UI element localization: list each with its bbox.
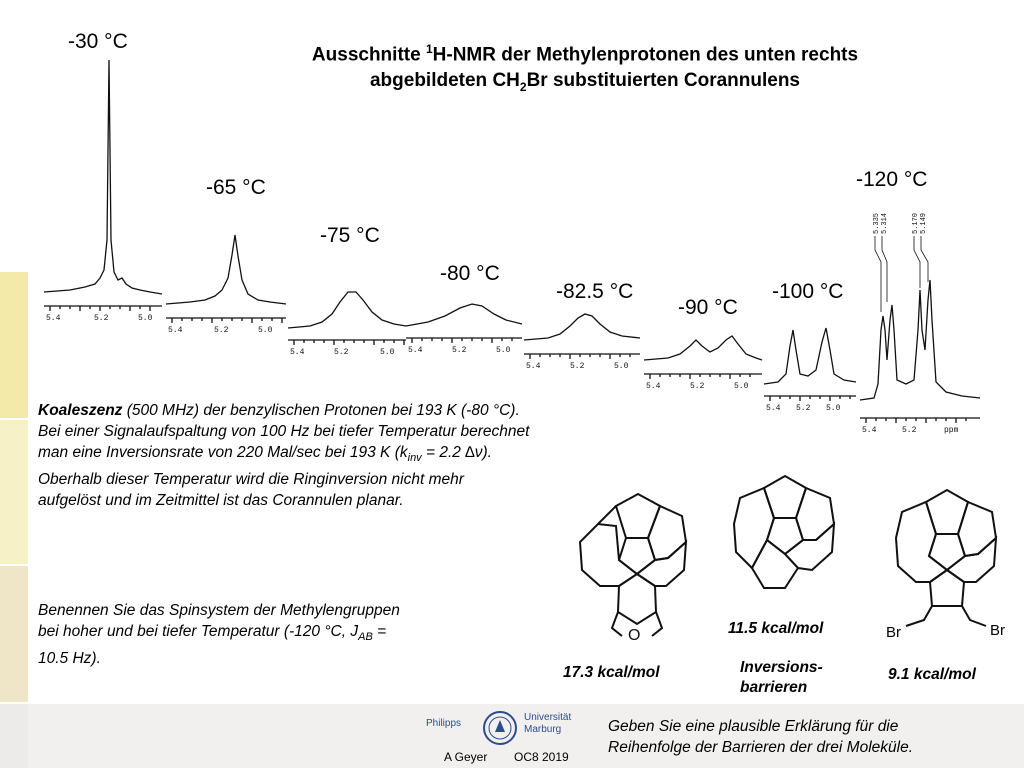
axis-tick-label: 5.4 — [766, 404, 781, 413]
temp-label: -82.5 °C — [556, 280, 634, 303]
university-logo — [424, 710, 584, 746]
axis-tick-label: 5.4 — [408, 346, 423, 355]
temp-label: -75 °C — [320, 224, 380, 247]
temp-label: -80 °C — [440, 262, 500, 285]
footer-author: A Geyer — [444, 750, 488, 764]
temp-label: -120 °C — [856, 168, 928, 191]
peak-label: 5.149 — [920, 212, 928, 234]
barrier-caption: Inversions- barrieren — [740, 659, 823, 696]
spectrum-minus-75 — [288, 292, 406, 345]
temp-label: -30 °C — [68, 30, 128, 53]
axis-tick-label: 5.2 — [690, 382, 705, 391]
axis-tick-label: 5.4 — [168, 326, 183, 335]
spectrum-minus-65 — [166, 235, 286, 323]
ppm-label: ppm — [944, 426, 959, 435]
footer-course: OC8 2019 — [514, 750, 569, 764]
molecule-1-structure — [556, 486, 716, 646]
axis-tick-label: 5.4 — [290, 348, 305, 357]
svg-text:O: O — [628, 627, 641, 644]
axis-tick-label: 5.4 — [862, 426, 877, 435]
axis-tick-label: 5.0 — [614, 362, 629, 371]
bromine-label-right: Br — [990, 622, 1005, 639]
axis-tick-label: 5.0 — [734, 382, 749, 391]
axis-tick-label: 5.2 — [796, 404, 811, 413]
bromine-label-left: Br — [886, 624, 901, 641]
peak-label: 5.314 — [881, 212, 889, 234]
coalescence-text: Koaleszenz (500 MHz) der benzylischen Protonen bei 193 K (-80 °C). Bei einer Signalaufspaltung von 100 Hz bei tiefer Temperatur berechnet man eine Inversionsrate von 220 Mal/sec bei 193 K ($k_{inv} = 2.2$ ∆ν). Oberhalb dieser Temperatur wird die Ringinversion nicht mehr aufgelöst und im Zeitmittel ist das Corannulen planar. — [38, 402, 530, 510]
logo-text-left: Philipps — [426, 718, 462, 729]
spectrum-minus-80 — [406, 304, 522, 343]
axis-tick-label: 5.4 — [646, 382, 661, 391]
barrier-molecule-3: 9.1 kcal/mol — [888, 666, 976, 683]
barrier-molecule-1: 17.3 kcal/mol — [563, 664, 660, 681]
temp-label: -90 °C — [678, 296, 738, 319]
axis-tick-label: 5.2 — [452, 346, 467, 355]
axis-tick-label: 5.0 — [496, 346, 511, 355]
axis-tick-label: 5.2 — [334, 348, 349, 357]
spectrum-minus-82-5 — [524, 314, 640, 359]
spectrum-minus-100 — [764, 328, 856, 401]
axis-tick-label: 5.4 — [526, 362, 541, 371]
axis-tick-label: 5.0 — [826, 404, 841, 413]
spectrum-minus-30 — [44, 60, 162, 311]
left-accent-bar-2 — [0, 420, 28, 564]
axis-tick-label: 5.0 — [258, 326, 273, 335]
spectrum-minus-90 — [644, 336, 762, 379]
molecule-2-structure — [716, 470, 856, 600]
axis-tick-label: 5.0 — [380, 348, 395, 357]
peak-label: 5.170 — [912, 212, 920, 234]
molecule-3-structure — [872, 482, 1022, 642]
axis-tick-label: 5.2 — [902, 426, 917, 435]
axis-tick-label: 5.2 — [570, 362, 585, 371]
peak-label: 5.335 — [873, 212, 881, 234]
temp-label: -65 °C — [206, 176, 266, 199]
axis-tick-label: 5.4 — [46, 314, 61, 323]
spin-system-question: Benennen Sie das Spinsystem der Methylengruppen bei hoher und bei tiefer Temperatur (-120 °C, $J_{AB}$ = 10.5 Hz). — [38, 602, 400, 668]
left-accent-bar-3 — [0, 566, 28, 702]
coalescence-bold-label: Koaleszenz — [38, 402, 123, 419]
spectrum-minus-120 — [860, 236, 980, 423]
axis-tick-label: 5.2 — [214, 326, 229, 335]
axis-tick-label: 5.0 — [138, 314, 153, 323]
logo-text-right: Universität Marburg — [524, 712, 572, 735]
left-accent-bar-4 — [0, 704, 28, 768]
slide-title: Ausschnitte $^1$H-NMR der Methylenprotonen des unten rechts abgebildeten $CH_2Br$ substituierten Corannulens — [311, 42, 859, 95]
barrier-order-question: Geben Sie eine plausible Erklärung für die Reihenfolge der Barrieren der drei Moleküle. — [608, 718, 913, 756]
university-seal-icon — [482, 710, 518, 746]
barrier-molecule-2: 11.5 kcal/mol — [728, 620, 824, 637]
axis-tick-label: 5.2 — [94, 314, 109, 323]
temp-label: -100 °C — [772, 280, 844, 303]
